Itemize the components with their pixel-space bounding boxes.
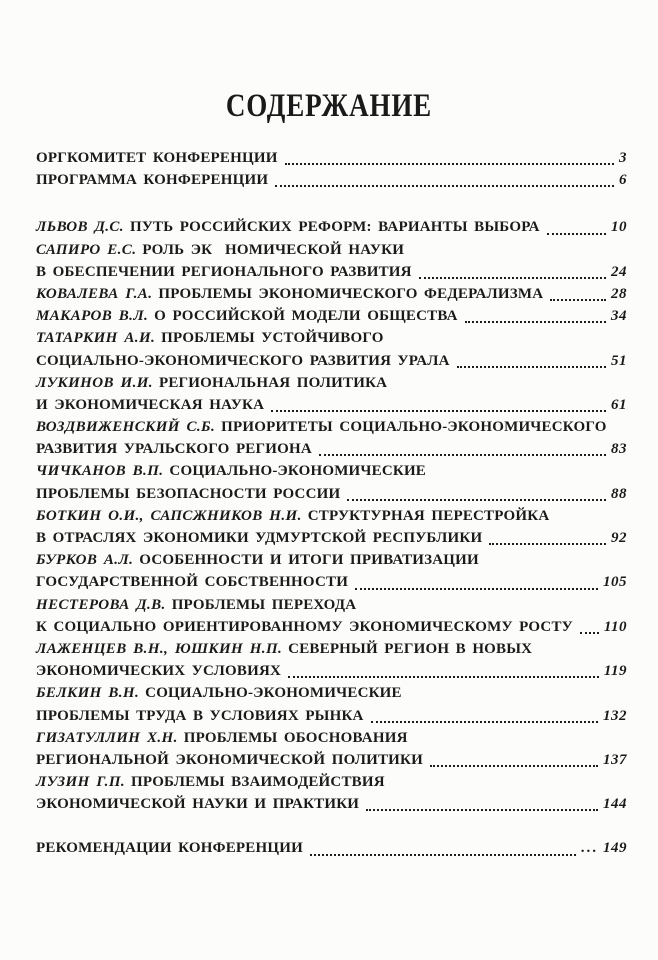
- page-number: 105: [603, 574, 627, 591]
- page-number: 110: [603, 618, 627, 635]
- toc-line: [36, 594, 627, 616]
- toc-line: [36, 438, 627, 460]
- entry-title: РЕГИОНАЛЬНАЯ ПОЛИТИКА: [158, 374, 388, 391]
- toc-line: [36, 327, 627, 349]
- dot-leader: [550, 299, 606, 301]
- page-number: 137: [603, 751, 627, 768]
- toc-line: [36, 483, 627, 505]
- toc-line: [36, 527, 627, 549]
- toc-line: [36, 837, 627, 859]
- page-number: 61: [611, 396, 627, 413]
- dot-leader: [355, 588, 598, 590]
- toc-entry: [36, 549, 627, 593]
- page-number: 88: [611, 485, 627, 502]
- dot-leader: [457, 366, 606, 368]
- entry-title: ПРИОРИТЕТЫ СОЦИАЛЬНО-ЭКОНОМИЧЕСКОГО: [221, 419, 607, 436]
- page-title: СОДЕРЖАНИЕ: [225, 88, 433, 124]
- toc-entry: [36, 505, 627, 549]
- dot-leader: [310, 854, 576, 856]
- dot-leader: [271, 410, 606, 412]
- toc-entry: [36, 239, 627, 283]
- author-name: ВОЗДВИЖЕНСКИЙ С.Б.: [36, 419, 216, 436]
- entry-title: И ЭКОНОМИЧЕСКАЯ НАУКА: [36, 396, 265, 413]
- toc-entry: [36, 372, 627, 416]
- dot-leader: [489, 543, 606, 545]
- author-name: САПИРО Е.С.: [36, 241, 137, 258]
- entry-title: СОЦИАЛЬНО-ЭКОНОМИЧЕСКИЕ: [145, 685, 402, 702]
- toc-line: [36, 147, 627, 169]
- toc-line: [36, 239, 627, 261]
- toc-line: [36, 571, 627, 593]
- entry-title: ПРОБЛЕМЫ ТРУДА В УСЛОВИЯХ РЫНКА: [36, 707, 364, 724]
- entry-title: ПРОБЛЕМЫ БЕЗОПАСНОСТИ РОССИИ: [36, 485, 341, 502]
- author-name: БЕЛКИН В.Н.: [36, 685, 140, 702]
- entry-title: ПРОБЛЕМЫ ПЕРЕХОДА: [171, 596, 357, 613]
- toc-line: [36, 705, 627, 727]
- toc-line: [36, 682, 627, 704]
- toc-line: [36, 305, 627, 327]
- toc-line: [36, 394, 627, 416]
- entry-title: В ОБЕСПЕЧЕНИИ РЕГИОНАЛЬНОГО РАЗВИТИЯ: [36, 263, 412, 280]
- dot-leader: [366, 809, 598, 811]
- page-number: 149: [603, 840, 627, 857]
- author-name: ЧИЧКАНОВ В.П.: [36, 463, 164, 480]
- page-number: 34: [611, 308, 627, 325]
- author-name: КОВАЛЕВА Г.А.: [36, 285, 153, 302]
- author-name: ГИЗАТУЛЛИН Х.Н.: [36, 729, 178, 746]
- entry-title: СЕВЕРНЫЙ РЕГИОН В НОВЫХ: [288, 640, 533, 657]
- page-number: 132: [603, 707, 627, 724]
- entry-title: В ОТРАСЛЯХ ЭКОНОМИКИ УДМУРТСКОЙ РЕСПУБЛИКИ: [36, 530, 483, 546]
- toc-line: [36, 749, 627, 771]
- entry-title: РОЛЬ ЭК НОМИЧЕСКОЙ НАУКИ: [142, 241, 405, 258]
- toc-entry: [36, 837, 627, 859]
- author-name: ЛУКИНОВ И.И.: [36, 374, 153, 391]
- entry-title: К СОЦИАЛЬНО ОРИЕНТИРОВАННОМУ ЭКОНОМИЧЕСКОМУ РОСТУ: [36, 618, 573, 635]
- toc-line: [36, 727, 627, 749]
- author-name: БОТКИН О.И., САПСЖНИКОВ Н.И.: [36, 507, 302, 524]
- toc-entry: [36, 216, 627, 238]
- dot-leader: [430, 765, 598, 767]
- page-number: 24: [611, 263, 627, 280]
- entry-title: РЕГИОНАЛЬНОЙ ЭКОНОМИЧЕСКОЙ ПОЛИТИКИ: [36, 751, 423, 768]
- page-number: 144: [603, 796, 627, 813]
- toc-line: [36, 350, 627, 372]
- entry-title: ОСОБЕННОСТИ И ИТОГИ ПРИВАТИЗАЦИИ: [139, 552, 479, 569]
- author-name: ЛАЖЕНЦЕВ В.Н., ЮШКИН Н.П.: [36, 640, 283, 657]
- dot-leader: [419, 277, 606, 279]
- toc-entry: [36, 682, 627, 726]
- toc-line: [36, 460, 627, 482]
- page-number: 119: [603, 663, 627, 680]
- page-number: 3: [619, 150, 627, 166]
- toc-entry: [36, 638, 627, 682]
- dot-leader: [275, 185, 614, 187]
- toc-line: [36, 372, 627, 394]
- entry-title: О РОССИЙСКОЙ МОДЕЛИ ОБЩЕСТВА: [154, 308, 458, 325]
- entry-title: ПРОБЛЕМЫ ВЗАИМОДЕЙСТВИЯ: [131, 774, 385, 791]
- toc-line: [36, 616, 627, 638]
- entry-title: ЭКОНОМИЧЕСКОЙ НАУКИ И ПРАКТИКИ: [36, 796, 360, 813]
- entry-title: ПУТЬ РОССИЙСКИХ РЕФОРМ: ВАРИАНТЫ ВЫБОРА: [129, 219, 540, 236]
- toc-line: [36, 261, 627, 283]
- author-name: ЛУЗИН Г.П.: [36, 774, 126, 791]
- author-name: НЕСТЕРОВА Д.В.: [36, 596, 166, 613]
- dot-leader: [465, 321, 606, 323]
- entry-title: РАЗВИТИЯ УРАЛЬСКОГО РЕГИОНА: [36, 441, 312, 458]
- entry-title: ПРОГРАММА КОНФЕРЕНЦИИ: [36, 172, 269, 189]
- dot-leader: [319, 454, 606, 456]
- entry-title: ГОСУДАРСТВЕННОЙ СОБСТВЕННОСТИ: [36, 574, 349, 591]
- leader-extra-dots: ...: [580, 840, 598, 857]
- dot-leader: [547, 233, 606, 235]
- toc-line: [36, 216, 627, 238]
- toc-entry: [36, 305, 627, 327]
- page-number: 6: [619, 172, 627, 189]
- page-number: 28: [611, 285, 627, 302]
- toc-entry: [36, 147, 627, 169]
- page-number: 51: [611, 352, 627, 369]
- toc-entry: [36, 416, 627, 460]
- entry-title: СОЦИАЛЬНО-ЭКОНОМИЧЕСКИЕ: [169, 463, 427, 480]
- toc-line: [36, 169, 627, 191]
- toc-entry: [36, 283, 627, 305]
- toc-entry: [36, 771, 627, 815]
- dot-leader: [580, 632, 599, 634]
- toc-line: [36, 638, 627, 660]
- toc-list: [36, 147, 627, 860]
- entry-title: ПРОБЛЕМЫ ОБОСНОВАНИЯ: [183, 729, 408, 746]
- dot-leader: [347, 499, 606, 501]
- entry-title: ПРОБЛЕМЫ ЭКОНОМИЧЕСКОГО ФЕДЕРАЛИЗМА: [158, 285, 544, 302]
- page-number: 83: [611, 441, 627, 458]
- toc-entry: [36, 594, 627, 638]
- entry-title: ЭКОНОМИЧЕСКИХ УСЛОВИЯХ: [36, 663, 282, 680]
- entry-title: СТРУКТУРНАЯ ПЕРЕСТРОЙКА: [307, 507, 550, 524]
- toc-line: [36, 505, 627, 527]
- entry-title: РЕКОМЕНДАЦИИ КОНФЕРЕНЦИИ: [36, 840, 303, 857]
- author-name: ЛЬВОВ Д.С.: [36, 219, 124, 236]
- toc-line: [36, 416, 627, 438]
- entry-title: ПРОБЛЕМЫ УСТОЙЧИВОГО: [161, 330, 384, 347]
- toc-line: [36, 660, 627, 682]
- toc-line: [36, 549, 627, 571]
- toc-line: [36, 771, 627, 793]
- page-number: 10: [611, 219, 627, 236]
- toc-entry: [36, 327, 627, 371]
- entry-title: ОРГКОМИТЕТ КОНФЕРЕНЦИИ: [36, 150, 278, 166]
- toc-line: [36, 793, 627, 815]
- dot-leader: [288, 676, 599, 678]
- author-name: БУРКОВ А.Л.: [36, 552, 134, 569]
- toc-entry: [36, 169, 627, 191]
- toc-entry: [36, 460, 627, 504]
- toc-entry: [36, 727, 627, 771]
- page-number: 92: [611, 530, 627, 546]
- toc-line: [36, 283, 627, 305]
- author-name: МАКАРОВ В.Л.: [36, 308, 149, 325]
- dot-leader: [371, 721, 598, 723]
- entry-title: СОЦИАЛЬНО-ЭКОНОМИЧЕСКОГО РАЗВИТИЯ УРАЛА: [36, 352, 450, 369]
- author-name: ТАТАРКИН А.И.: [36, 330, 156, 347]
- dot-leader: [285, 163, 614, 165]
